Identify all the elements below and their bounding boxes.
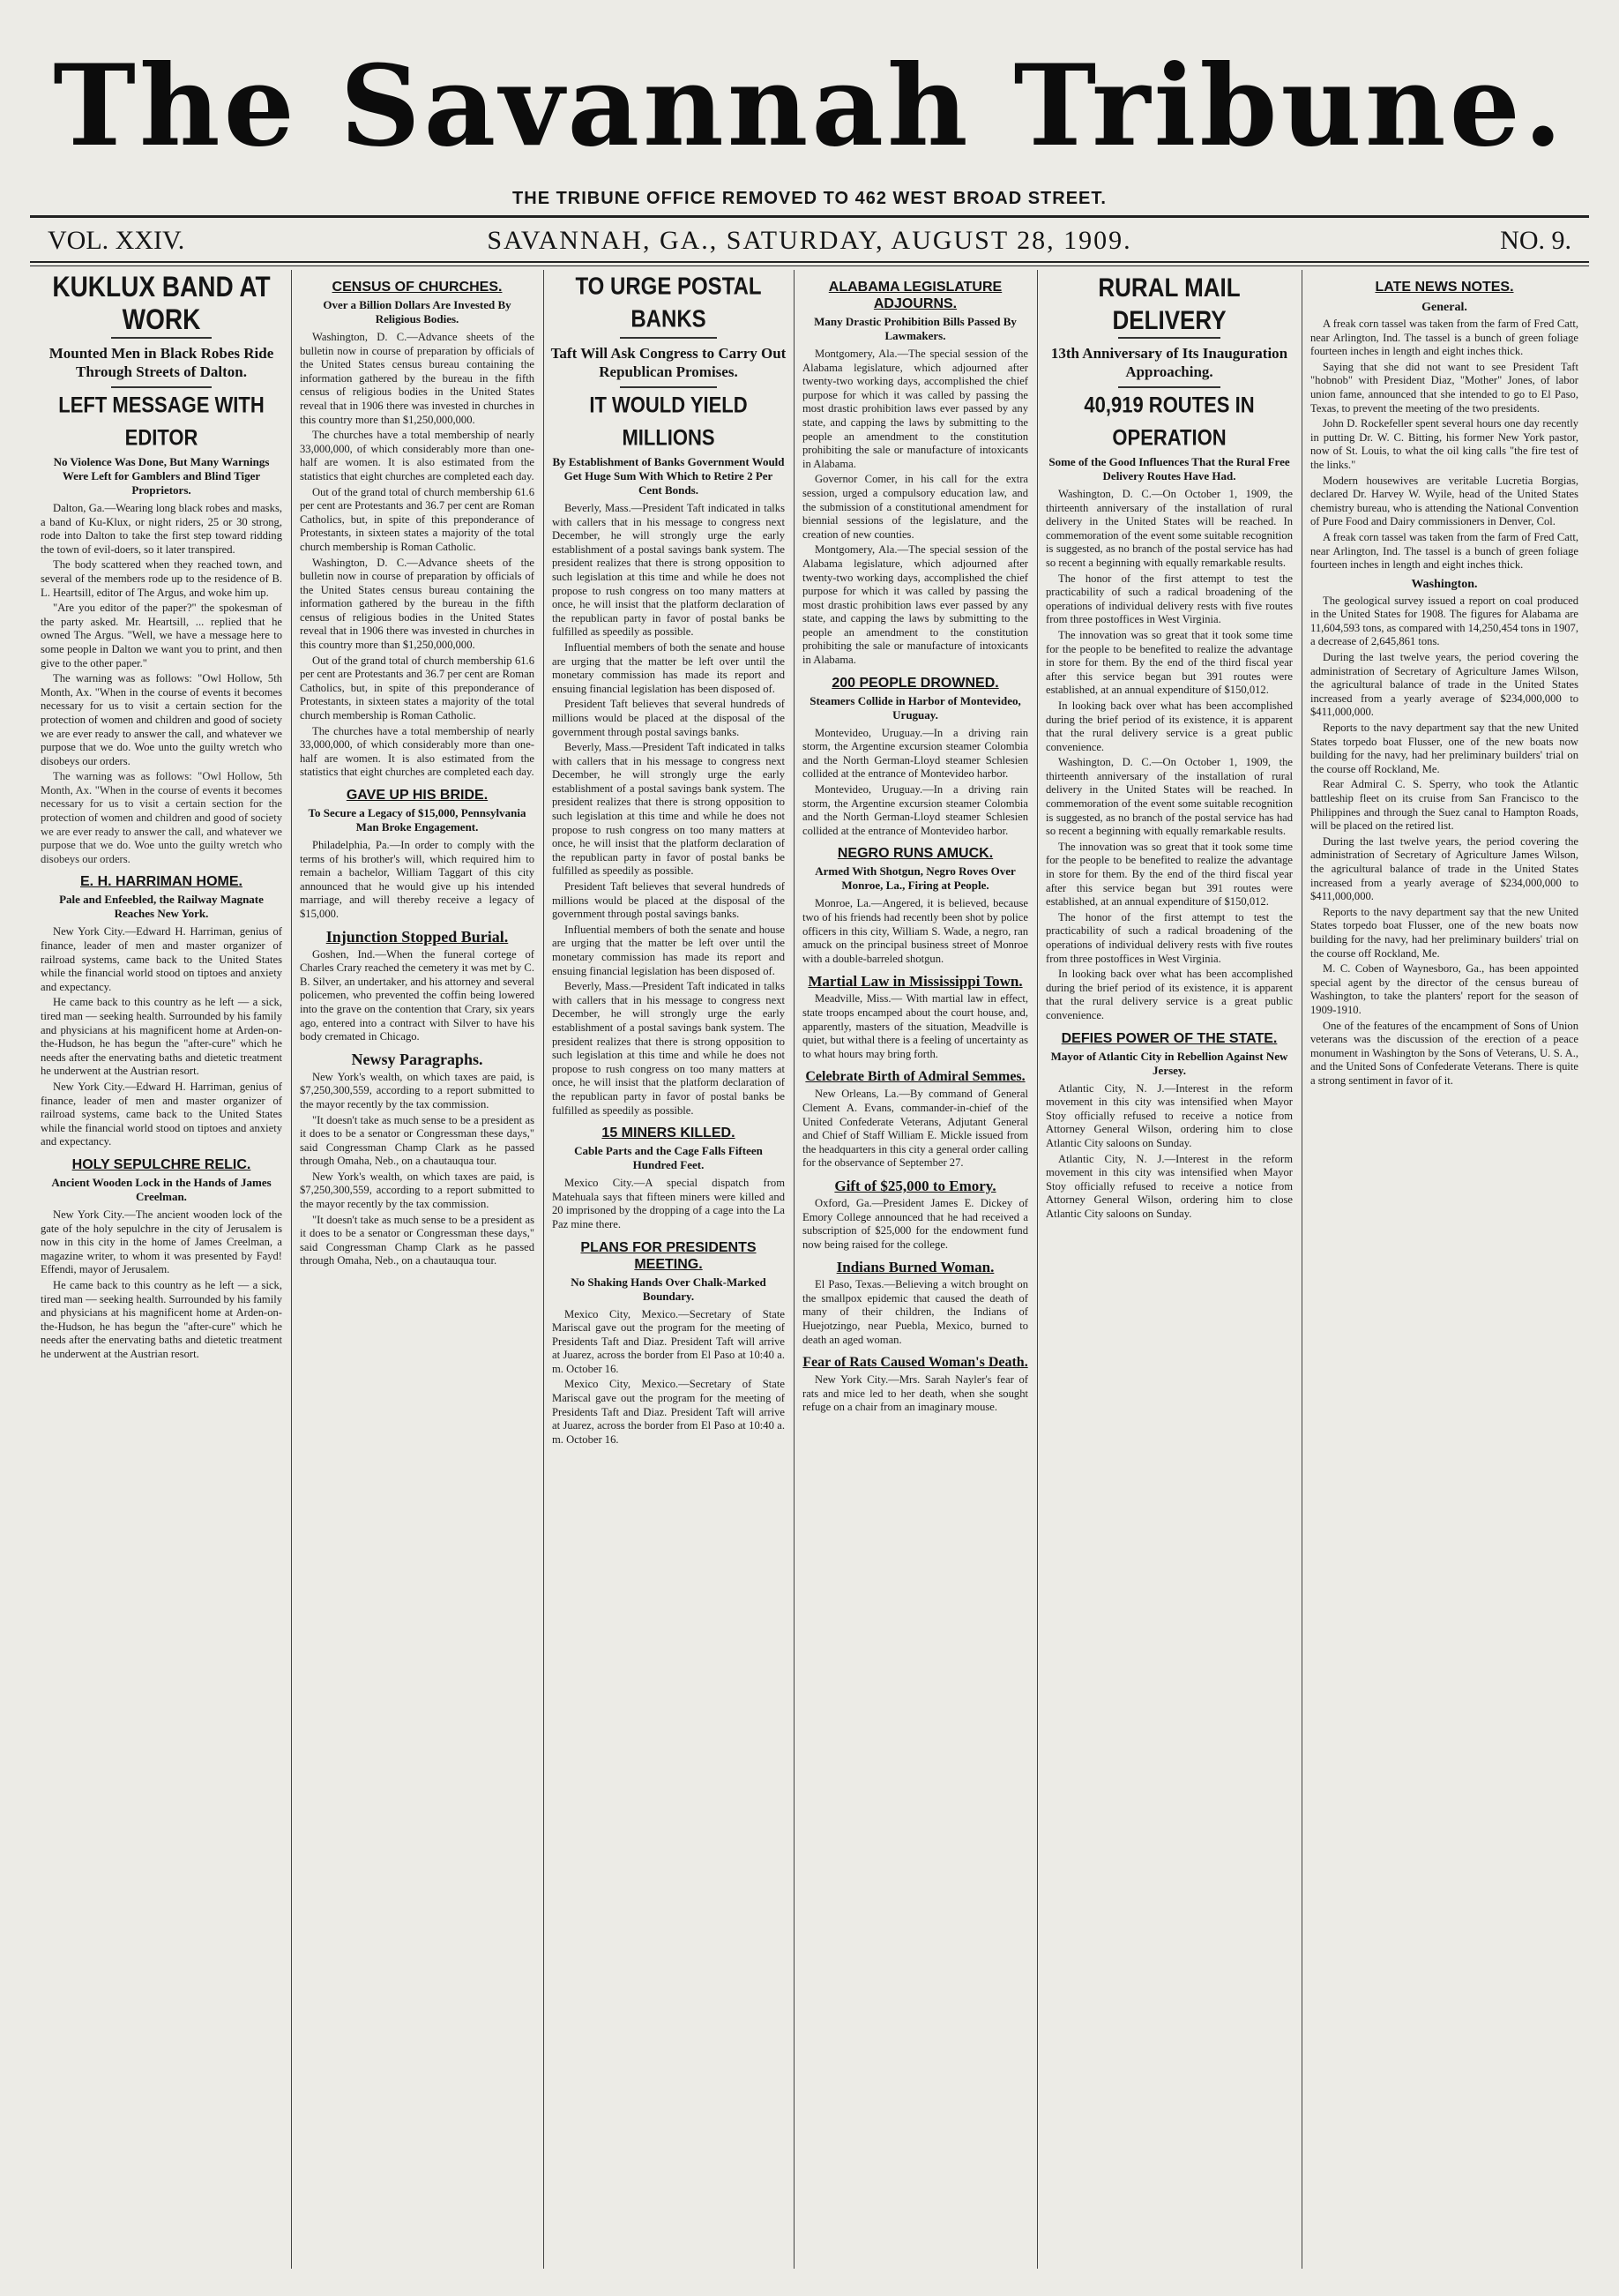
paragraph: Philadelphia, Pa.—In order to comply with the terms of his brother's will, which required him to remain a bachelor, William Taggart of this city announced that he would give up his intended marriage, and will thereby receive a legacy of $15,000. [300,839,534,920]
paragraph: Reports to the navy department say that the new United States torpedo boat Flusser, one of the new boats now building for the navy, had her preliminary builders' trial on the course off Rockland, Me. [1310,722,1578,775]
paragraph: He came back to this country as he left — a sick, tired man — seeking health. Surrounded by his family and physicians at his magnificent home at Arden-on-the-Hudson, he has begun the "after-cure" which he needs after the enervating baths and dietetic treatment he underwent at the Austrian resort. [41,1278,282,1360]
article-body [41,925,282,1149]
paragraph: New York City.—Edward H. Harriman, genius of finance, leader of men and master organizer of railroad systems, came back to the United States while the financial world stood on tiptoes and anxiety and expectancy. [41,1080,282,1148]
paragraph: Goshen, Ind.—When the funeral cortege of Charles Crary reached the cemetery it was met by C. B. Silver, an undertaker, and his attorney and several policemen, who prevented the coffin being lowered into the grave on the contention that Crary, six years ago, entered into a contract with Silver to have his body cremated in Chicago. [300,947,534,1043]
paragraph: The geological survey issued a report on coal produced in the United States for 1908. The figures for Alabama are 11,604,593 tons, as compared with 14,250,454 tons in 1907, a decrease of 2,645,861 tons. [1310,594,1578,648]
article-body [1046,488,1293,1023]
article-body [802,1088,1028,1170]
paragraph: Dalton, Ga.—Wearing long black robes and masks, a band of Ku-Klux, or night riders, 25 or 30 strong, rode into Dalton to take the first step toward ridding the town of evil-doers, so it later transpired. [41,502,282,556]
paragraph: In looking back over what has been accomplished during the brief period of its existence, it is apparent that the rural delivery service is a great public convenience. [1046,968,1293,1021]
article-body [1310,318,1578,572]
subheadline: 13th Anniversary of Its Inauguration Approaching. [1050,345,1288,380]
paragraph: President Taft believes that several hundreds of millions would be placed at the disposal of the government through postal savings banks. [552,698,785,738]
paragraph: A freak corn tassel was taken from the farm of Fred Catt, near Arlington, Ind. The tassel is a bunch of green foliage fourteen inches in length and eight inches thick. [1310,318,1578,358]
paragraph: New York City.—Edward H. Harriman, genius of finance, leader of men and master organizer of railroad systems, came back to the United States while the financial world stood on tiptoes and anxiety and expectancy. [41,925,282,993]
headline: Martial Law in Mississippi Town. [808,973,1023,991]
paragraph: President Taft believes that several hundreds of millions would be placed at the disposal of the government through postal savings banks. [552,880,785,921]
paragraph: New York's wealth, on which taxes are paid, is $7,250,300,559, according to a report submitted to the mayor recently by the tax commission. [300,1170,534,1211]
article-body [802,1278,1028,1347]
section-label: Washington. [1411,577,1478,591]
headline: IT WOULD YIELD MILLIONS [589,392,748,451]
paragraph: Mexico City, Mexico.—Secretary of State Mariscal gave out the program for the meeting of Presidents Taft and Diaz. President Taft will arrive at Juarez, across the border from El Paso at 10:40 a. m. October 16. [552,1378,785,1446]
article-body [41,502,282,768]
subheadline: Steamers Collide in Harbor of Montevideo, Uruguay. [810,693,1021,722]
masthead [35,34,1584,179]
column-6 [1305,272,1584,2267]
paragraph: New York City.—Mrs. Sarah Nayler's fear of rats and mice led to her death, when she sought refuge on a chair from an imaginary mouse. [802,1373,1028,1414]
paragraph: Atlantic City, N. J.—Interest in the reform movement in this city was intensified when Mayor Stoy officially refused to receive a notice from Attorney General Wilson, ordering him to close Atlantic City saloons on Sunday. [1046,1152,1293,1220]
headline: 40,919 ROUTES IN OPERATION [1084,392,1255,451]
paragraph: Influential members of both the senate and house are urging that the matter be left over until the monetary commission has made its report and ensuing financial legislation has been disposed of. [552,640,785,695]
subheadline: Mayor of Atlantic City in Rebellion Against New Jersey. [1050,1049,1288,1077]
headline: Injunction Stopped Burial. [325,927,509,946]
paragraph: John D. Rockefeller spent several hours one day recently in putting Dr. W. C. Bitting, his former New York pastor, now of St. Louis, to what the oil king calls "the fire test of the links." [1310,417,1578,471]
paragraph: El Paso, Texas.—Believing a witch brought on the smallpox epidemic that caused the death of many of their children, the Indians of Huejotzingo, near Puebla, Mexico, burned to death an aged woman. [802,1278,1028,1346]
article-body [1310,595,1578,1088]
paragraph: Atlantic City, N. J.—Interest in the reform movement in this city was intensified when Mayor Stoy officially refused to receive a notice from Attorney General Wilson, ordering him to close Atlantic City saloons on Sunday. [1046,1081,1293,1149]
paragraph: The warning was as follows: "Owl Hollow, 5th Month, Ax. "When in the course of events it becomes necessary for us to visit a certain section for the protection of women and children and good of society we are ever ready to answer the call, and whatever we purpose that we do. Woe unto the guilty wretch who disobeys our orders. [41,672,282,767]
article-body [300,331,534,780]
column-4 [797,272,1033,2267]
headline: HOLY SEPULCHRE RELIC. [71,1156,251,1172]
paragraph: Influential members of both the senate and house are urging that the matter be left over until the monetary commission has made its report and ensuing financial legislation has been disposed of. [552,923,785,977]
headline: Gift of $25,000 to Emory. [834,1177,996,1194]
divider [111,337,212,339]
article-body [300,1071,534,1268]
paragraph: Modern housewives are veritable Lucretia Borgias, declared Dr. Harvey W. Wyile, head of the United States chemistry bureau, who is attending the National Convention of Pure Food and Dairy commissioners in Denver, Col. [1310,474,1578,528]
subheadline: Ancient Wooden Lock in the Hands of James Creelman. [51,1175,272,1203]
headline: KUKLUX BAND AT WORK [52,272,271,335]
paragraph: Oxford, Ga.—President James E. Dickey of Emory College announced that he had received a subscription of $25,000 for the endowment fund now being raised for the college. [802,1196,1028,1251]
paragraph: New York's wealth, on which taxes are paid, is $7,250,300,559, according to a report submitted to the mayor recently by the tax commission. [300,1070,534,1111]
paragraph: Montgomery, Ala.—The special session of the Alabama legislature, which adjourned after twenty-two working days, accomplished the chief purpose for which it was called by passing the most drastic prohibition laws ever passed by any state, and capping the laws by submitting to the people an amendment to the constitution prohibiting the sale or manufacture of intoxicants in Alabama. [802,543,1028,667]
headline: LATE NEWS NOTES. [1375,280,1514,295]
rule-bottom-1 [30,261,1589,263]
headline: GAVE UP HIS BRIDE. [346,788,489,803]
article-body [802,992,1028,1061]
section-label: General. [1421,301,1467,314]
article-body [300,948,534,1044]
headline: NEGRO RUNS AMUCK. [837,846,994,862]
article-body-continued [41,770,282,866]
headline: PLANS FOR PRESIDENTS MEETING. [580,1239,757,1272]
column-3 [547,272,790,2267]
paragraph: Washington, D. C.—On October 1, 1909, the thirteenth anniversary of the installation of rural delivery in the United States will be reached. In commemoration of the event some suitable recognition is suggested, as no branch of the postal service has had so recent a beginning with equally remarkable results. [1046,488,1293,569]
article-body [552,502,785,1118]
article-body [802,1373,1028,1415]
headline: 200 PEOPLE DROWNED. [832,675,999,691]
headline: Newsy Paragraphs. [351,1050,483,1068]
subheadline: Over a Billion Dollars Are Invested By Religious Bodies. [323,298,511,325]
headline: CENSUS OF CHURCHES. [332,280,503,295]
paragraph: Mexico City, Mexico.—Secretary of State Mariscal gave out the program for the meeting of Presidents Taft and Diaz. President Taft will arrive at Juarez, across the border from El Paso at 10:40 a. m. October 16. [552,1307,785,1375]
paragraph: Out of the grand total of church membership 61.6 per cent are Protestants and 36.7 per cent are Roman Catholics, but, in spite of this preponderance of Protestants, in sixteen states a majority of the total church membership is Roman Catholic. [300,654,534,722]
divider [111,386,212,388]
column-rule [794,270,795,2269]
subheadline: Cable Parts and the Cage Falls Fifteen Hundred Feet. [574,1144,763,1172]
column-5 [1041,272,1298,2267]
paragraph: Meadville, Miss.— With martial law in effect, state troops encamped about the court house, and, apparently, masters of the situation, Meadville is quiet, but withal there is a feeling of uncertainty as to what hours may bring forth. [802,992,1028,1060]
column-rule [1037,270,1038,2269]
subheadline: By Establishment of Banks Government Would Get Huge Sum With Which to Retire 2 Per Cent Bonds. [552,455,785,497]
paragraph: "It doesn't take as much sense to be a president as it does to be a senator or Congressman these days," said Congressman Champ Clark as he passed through Omaha, Neb., on a chautauqua tour. [300,1213,534,1268]
dateline: SAVANNAH, GA., SATURDAY, AUGUST 28, 1909. [487,226,1132,255]
subheadline: Pale and Enfeebled, the Railway Magnate Reaches New York. [59,893,264,921]
paragraph: The body scattered when they reached town, and several of the members rode up to the residence of B. L. Heartsill, editor of The Argus, and woke him up. [41,558,282,599]
headline: TO URGE POSTAL BANKS [575,273,762,333]
paragraph: Rear Admiral C. S. Sperry, who took the Atlantic battleship fleet on its cruise from San Francisco to the Philippines and through the Suez canal to Hampton Roads, will be placed on the retired list. [1310,778,1578,833]
rule-bottom-2 [30,265,1589,266]
paragraph: Governor Comer, in his call for the extra session, urged a compulsory education law, and the submission of a constitutional amendment for biennial sessions of the legislature, and the creation of new counties. [802,473,1028,541]
paragraph: The warning was as follows: "Owl Hollow, 5th Month, Ax. "When in the course of events it becomes necessary for us to visit a certain section for the protection of women and children and good of society we are ever ready to answer the call, and whatever we purpose that we do. Woe unto the guilty wretch who disobeys our orders. [41,770,282,865]
article-body [802,1197,1028,1252]
paragraph: New Orleans, La.—By command of General Clement A. Evans, commander-in-chief of the United Confederate Veterans, Adjutant General and Chief of Staff William E. Mickle issued from the headquarters in this city a general order calling for the observance of September 27. [802,1088,1028,1170]
nameplate: The Savannah Tribune. [53,41,1566,171]
office-notice: THE TRIBUNE OFFICE REMOVED TO 462 WEST BROAD STREET. [512,189,1107,208]
paragraph: The innovation was so great that it took some time for the people to be benefited to realize the advantage in store for them. By the end of the third fiscal year after this service began but 391 routes were established, at an annual expenditure of $150,012. [1046,628,1293,697]
paragraph: One of the features of the encampment of Sons of Union veterans was the discussion of the erection of a peace monument in Washington by the Sons of Veterans, U. S. A., and the United Sons of Confederate Veterans. There is quite a strong sentiment in favor of it. [1310,1019,1578,1087]
column-1 [35,272,287,2267]
paragraph: Monroe, La.—Angered, it is believed, because two of his friends had recently been shot by police officers in this city, William S. Wade, a negro, ran amuck on the principal business street of Monroe with a double-barreled shotgun. [802,897,1028,965]
article-body [802,348,1028,668]
divider [620,337,717,339]
subheadline: No Violence Was Done, But Many Warnings Were Left for Gamblers and Blind Tiger Proprietors. [53,455,270,497]
paragraph: "It doesn't take as much sense to be a president as it does to be a senator or Congressman these days," said Congressman Champ Clark as he passed through Omaha, Neb., on a chautauqua tour. [300,1113,534,1168]
subheadline: To Secure a Legacy of $15,000, Pennsylvania Man Broke Engagement. [308,806,526,834]
paragraph: Out of the grand total of church membership 61.6 per cent are Protestants and 36.7 per cent are Roman Catholics, but, in spite of this preponderance of Protestants, in sixteen states a majority of the total church membership is Roman Catholic. [300,485,534,553]
paragraph: New York City.—The ancient wooden lock of the gate of the holy sepulchre in the city of Jerusalem is now in this city in the home of James Creelman, a magazine writer, to whom it was presented by Fayd! Effendi, mayor of Jerusalem. [41,1208,282,1276]
headline: 15 MINERS KILLED. [601,1126,735,1141]
headline: Indians Burned Woman. [836,1259,995,1276]
paragraph: "Are you editor of the paper?" the spokesman of the party asked. Mr. Heartsill, ... replied that he owned The Argus. "Well, we have a message here to some people in Dalton we want you to print, and then give to the other paper." [41,602,282,669]
article-body [552,1308,785,1447]
paragraph: During the last twelve years, the period covering the administration of Secretary of Agriculture James Wilson, the agricultural balance of trade in the United States increased from a yearly average of $234,000,000 to $411,000,000. [1310,651,1578,719]
article-body [300,839,534,922]
divider [620,386,717,388]
subheadline: Some of the Good Influences That the Rural Free Delivery Routes Have Had. [1048,455,1290,482]
subheadline: Mounted Men in Black Robes Ride Through Streets of Dalton. [48,345,274,380]
paragraph: Montgomery, Ala.—The special session of the Alabama legislature, which adjourned after twenty-two working days, accomplished the chief purpose for which it was called by passing the most drastic prohibition laws ever passed by any state, and capping the laws by submitting to the people an amendment to the constitution prohibiting the sale or manufacture of intoxicants in Alabama. [802,348,1028,470]
paragraph: Washington, D. C.—On October 1, 1909, the thirteenth anniversary of the installation of rural delivery in the United States will be reached. In commemoration of the event some suitable recognition is suggested, as no branch of the postal service has had so recent a beginning with equally remarkable results. [1046,756,1293,838]
paragraph: M. C. Coben of Waynesboro, Ga., has been appointed special agent by the director of the census bureau of Washington, to take the planters' report for the season of 1909-1910. [1310,962,1578,1016]
article-body [802,897,1028,966]
paragraph: The churches have a total membership of nearly 33,000,000, of which considerably more than one-half are women. It is also estimated from the statistics that eight churches are completed each day. [300,429,534,482]
headline: RURAL MAIL DELIVERY [1098,272,1241,335]
article-body [1046,1082,1293,1222]
paragraph: The churches have a total membership of nearly 33,000,000, of which considerably more than one-half are women. It is also estimated from the statistics that eight churches are completed each day. [300,724,534,779]
paragraph: The honor of the first attempt to test the practicability of such a radical broadening of the operations of individual delivery rests with five routes from three postoffices in West Virginia. [1046,910,1293,965]
column-rule [291,270,292,2269]
paragraph: A freak corn tassel was taken from the farm of Fred Catt, near Arlington, Ind. The tassel is a bunch of green foliage fourteen inches in length and eight inches thick. [1310,530,1578,572]
subheadline: Taft Will Ask Congress to Carry Out Republican Promises. [550,345,787,380]
column-2 [295,272,540,2267]
column-rule [543,270,544,2269]
headline: Celebrate Birth of Admiral Semmes. [805,1069,1026,1085]
paragraph: Washington, D. C.—Advance sheets of the bulletin now in course of preparation by officials of the United States census bureau containing the information gathered by the bureau in the fifth census of religious bodies in the United States reveal that in 1906 there was invested in churches in this country more than $1,250,000,000. [300,556,534,652]
paragraph: Washington, D. C.—Advance sheets of the bulletin now in course of preparation by officials of the United States census bureau containing the information gathered by the bureau in the fifth census of religious bodies in the United States reveal that in 1906 there was invested in churches in this country more than $1,250,000,000. [300,331,534,426]
paragraph: Montevideo, Uruguay.—In a driving rain storm, the Argentine excursion steamer Colombia and the North German-Lloyd steamer Schlesien collided at the entrance of Montevideo harbor. [802,783,1028,837]
volume: VOL. XXIV. [48,226,185,255]
headline: DEFIES POWER OF THE STATE. [1061,1030,1278,1046]
subheadline: Armed With Shotgun, Negro Roves Over Monroe, La., Firing at People. [815,864,1016,893]
paragraph: Montevideo, Uruguay.—In a driving rain storm, the Argentine excursion steamer Colombia and the North German-Lloyd steamer Schlesien collided at the entrance of Montevideo harbor. [802,726,1028,781]
article-body [41,1208,282,1362]
article-body [552,1177,785,1231]
headline: LEFT MESSAGE WITH EDITOR [58,392,265,451]
paragraph: Beverly, Mass.—President Taft indicated in talks with callers that in his message to congress next December, he will strongly urge the early establishment of a postal savings bank system. The president realizes that there is strong opposition to such legislation at this time and while he does not propose to rush congress on too many matters at once, he will insist that the platform declaration of the republican party in favor of postal banks be fulfilled as speedily as possible. [552,980,785,1117]
divider [1118,337,1221,339]
paragraph: He came back to this country as he left — a sick, tired man — seeking health. Surrounded by his family and physicians at his magnificent home at Arden-on-the-Hudson, he has begun the "after-cure" which he needs after the enervating baths and dietetic treatment he underwent at the Austrian resort. [41,996,282,1078]
paragraph: The innovation was so great that it took some time for the people to be benefited to realize the advantage in store for them. By the end of the third fiscal year after this service began but 391 routes were established, at an annual expenditure of $150,012. [1046,840,1293,909]
headline: ALABAMA LEGISLATURE ADJOURNS. [828,280,1003,311]
paragraph: Mexico City.—A special dispatch from Matehuala says that fifteen miners were killed and 20 imprisoned by the dropping of a cage into the La Paz mine there. [552,1177,785,1230]
article-body [802,727,1028,839]
paragraph: Beverly, Mass.—President Taft indicated in talks with callers that in his message to congress next December, he will strongly urge the early establishment of a postal savings bank system. The president realizes that there is strong opposition to such legislation at this time and while he does not propose to rush congress on too many matters at once, he will insist that the platform declaration of the republican party in favor of postal banks be fulfilled as speedily as possible. [552,502,785,639]
paragraph: Saying that she did not want to see President Taft "hobnob" with President Diaz, "Mother" Jones, of labor union fame, announced that she intended to go to El Paso, Texas, to prevent the meeting of the two presidents. [1310,360,1578,415]
headline: Fear of Rats Caused Woman's Death. [802,1355,1028,1371]
rule-top [30,215,1589,218]
paragraph: Reports to the navy department say that the new United States torpedo boat Flusser, one of the new boats now building for the navy, had her preliminary builders' trial on the course off Rockland, Me. [1310,905,1578,960]
paragraph: Beverly, Mass.—President Taft indicated in talks with callers that in his message to congress next December, he will strongly urge the early establishment of a postal savings bank system. The president realizes that there is strong opposition to such legislation at this time and while he does not propose to rush congress on too many matters at once, he will insist that the platform declaration of the republican party in favor of postal banks be fulfilled as speedily as possible. [552,741,785,878]
paragraph: In looking back over what has been accomplished during the brief period of its existence, it is apparent that the rural delivery service is a great public convenience. [1046,699,1293,753]
headline: E. H. HARRIMAN HOME. [80,874,242,890]
subheadline: No Shaking Hands Over Chalk-Marked Boundary. [571,1275,766,1303]
issue-number: NO. 9. [1500,226,1571,255]
divider [1118,386,1221,388]
subheadline: Many Drastic Prohibition Bills Passed By Lawmakers. [814,315,1017,342]
paragraph: During the last twelve years, the period covering the administration of Secretary of Agriculture James Wilson, the agricultural balance of trade in the United States increased from a yearly average of $234,000,000 to $411,000,000. [1310,834,1578,903]
dateline-bar [30,222,1589,258]
paragraph: The honor of the first attempt to test the practicability of such a radical broadening of the operations of individual delivery rests with five routes from three postoffices in West Virginia. [1046,572,1293,626]
